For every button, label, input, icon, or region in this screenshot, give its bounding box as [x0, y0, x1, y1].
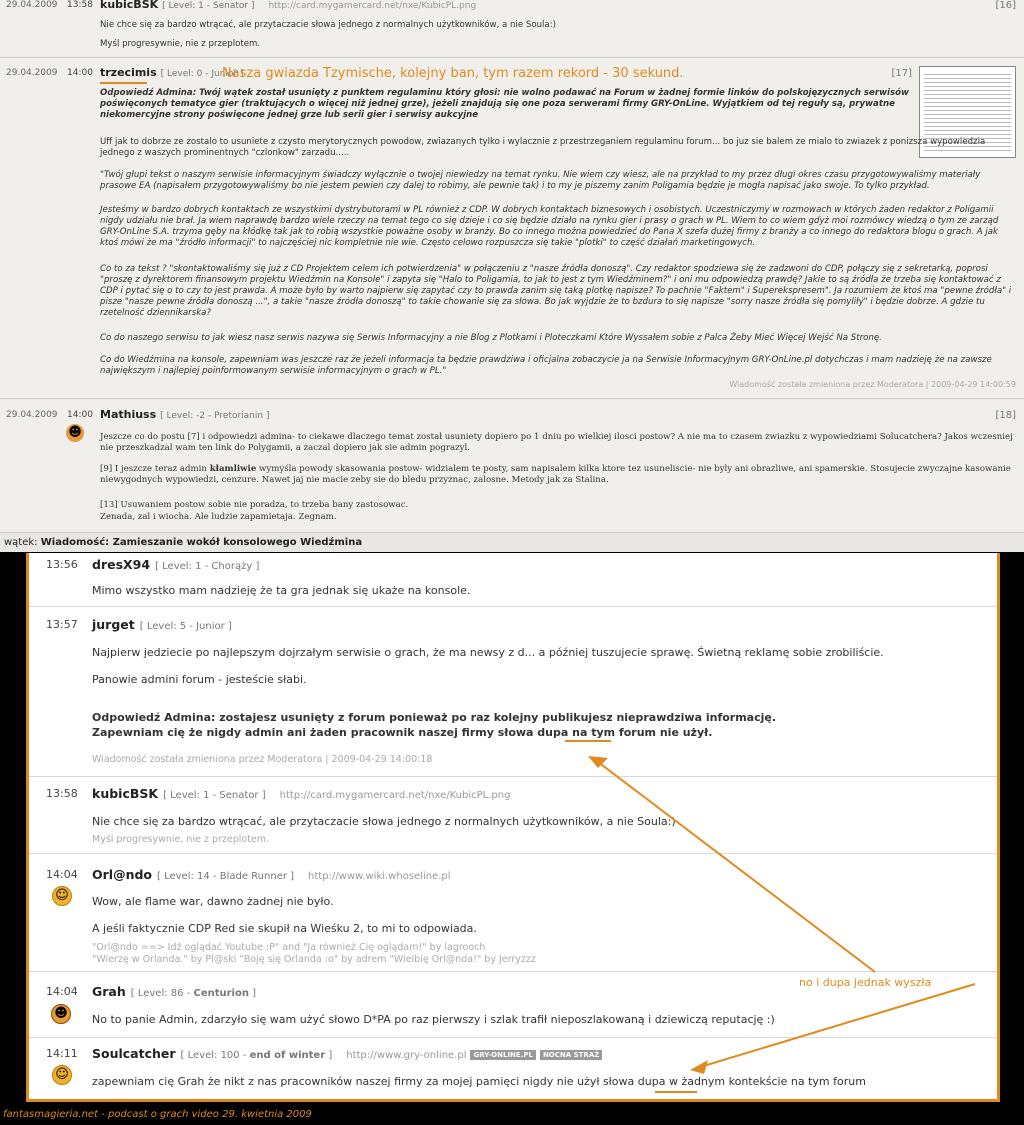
author-url[interactable]: http://www.wiki.whoseline.pl: [308, 871, 451, 882]
post-text: No to panie Admin, zdarzyło się wam użyć słowo D*PA po raz pierwszy i szlak trafił nieposzlakowaną i dziewiczą reputację :): [92, 1013, 775, 1026]
author-name[interactable]: Soulcatcher: [92, 1046, 176, 1061]
author-url[interactable]: http://www.gry-online.pl: [346, 1050, 467, 1061]
author-name[interactable]: trzecimis: [100, 66, 157, 79]
post-number[interactable]: [18]: [995, 410, 1016, 421]
post-paragraph: [9] I jeszcze teraz admin kłamliwie wymyśla powody skasowania postow- widzialem te posty, sam napisalem kilka ktore tez usuneliscie- nie byly ani obrazliwe, ani spamerskie. Stosujecie zwyczajne kasowanie niewygodnych wypowiedzi, cenzure. Nawet jaj nie macie zeby sie do bledu przyznac, zalosne. Metody jak za Stalina.: [100, 464, 1011, 485]
post-time: 13:58: [46, 787, 78, 800]
author-level: [ Level: 86 - Centurion ]: [130, 988, 257, 999]
author-name[interactable]: jurget: [92, 617, 135, 632]
footer-credit: fantasmagieria.net - podcast o grach video 29. kwietnia 2009: [3, 1109, 312, 1120]
post-text: zapewniam cię Grah że nikt z nas pracowników naszej firmy za mojej pamięci nigdy nie użył słowa dupa w żadnym kontekście na tym forum: [92, 1075, 866, 1088]
post-number[interactable]: [17]: [891, 68, 912, 79]
author-name[interactable]: Grah: [92, 984, 126, 999]
post-time: 14:11: [46, 1047, 78, 1060]
post-paragraph: "Twój głupi tekst o naszym serwisie informacyjnym świadczy wyłącznie o twojej niewiedzy na temat rynku. Nie wiem czy wiesz, ale na przykład to my przez długi okres czasu przygotowywaliśmy materiały prasowe EA (napisałem przygotowywaliśmy bo nie jestem pewien czy dalej to robimy, ale pewnie tak) i to my je piszemy zanim Poligamia będzie je mogła napisać jako swoje. To tylko przykład.: [100, 170, 981, 191]
post-date: 29.04.2009: [6, 410, 58, 420]
post-paragraph: [13] Usuwaniem postow sobie nie poradza, to trzeba bany zastosowac.: [100, 500, 409, 510]
author-level: [ Level: 1 - Senator ]: [162, 1, 255, 11]
post-signature: "Orl@ndo ==> Idź oglądać Youtube :P" and "Ja również Cię oglądam!" by lagrooch: [92, 942, 486, 953]
post-time: 14:00: [67, 410, 93, 420]
admin-reply: Odpowiedź Admina: Twój wątek został usunięty z punktem regulaminu który głosi: nie wolno podawać na Forum w żadnej formie linków do polskojęzycznych serwisów poświęconych tematyce gier (traktujących o więcej niż jednej grze), jeżeli znajdują się one poza serwerami firmy GRY-OnLine. Wyjątkiem od tej reguły są, prywatne niekomercyjne strony poświęcone jednej grze lub serii gier i serwisy aukcyjne: [100, 88, 909, 120]
post-number[interactable]: [16]: [995, 0, 1016, 11]
post-paragraph: Uff jak to dobrze ze zostalo to usuniete z czysto merytorycznych powodow, zwiazanych tylko i wylacznie z przestrzeganiem regulaminu forum... bo juz sie balem ze mialo to zwiazek z ponizsza wypowiedzia jednego z waszych prominentnych "czlonkow" zarzadu.....: [100, 137, 986, 158]
admin-reply: Odpowiedź Admina: zostajesz usunięty z forum ponieważ po raz kolejny publikujesz nieprawdziwa informację.: [92, 711, 777, 724]
thread-title[interactable]: Wiadomość: Zamieszanie wokół konsolowego Wiedźmina: [40, 537, 363, 548]
post-text: Nie chce się za bardzo wtrącać, ale przytaczacie słowa jednego z normalnych użytkowników, a nie Soula:): [92, 815, 676, 828]
post-text: Panowie admini forum - jesteście słabi.: [92, 673, 307, 686]
post-signature: Myśl progresywnie, nie z przeplotem.: [92, 834, 270, 845]
post-text: Wow, ale flame war, dawno żadnej nie było.: [92, 895, 334, 908]
post-signature: "Wierzę w Orlanda." by Pl@ski "Boję się Orlanda :o" by adrem "Wielbię Orl@nda!" by Jerryzzz: [92, 954, 536, 965]
post-paragraph: Jeszcze co do postu [7] i odpowiedzi admina- to ciekawe dlaczego temat został usuniety dopiero po 1 dniu po wielkiej ilosci postow? A nie ma to czasem zwiazku z wypowiedziami Solucatchera? Jakos wczesniej nie przeszkadzal wam ten link do Polygamii, a zaczal dopiero jak sie admin pograzyl.: [100, 432, 1013, 453]
author-name[interactable]: kubicBSK: [100, 0, 159, 11]
author-level: [ Level: 1 - Chorąży ]: [155, 561, 260, 572]
author-name[interactable]: Mathiuss: [100, 408, 157, 421]
author-url[interactable]: http://card.mygamercard.net/nxe/KubicPL.png: [279, 790, 511, 801]
rank-badge: GRY-ONLINE.PL: [470, 1050, 535, 1060]
avatar-icon: ☺: [52, 886, 72, 906]
post-time: 13:56: [46, 558, 78, 571]
author-level: [ Level: 14 - Blade Runner ]: [157, 871, 295, 882]
post-paragraph: Co do naszego serwisu to jak wiesz nasz serwis nazywa się Serwis Informacyjny a nie Blog z Plotkami i Ploteczkami Które Wyssałem sobie z Palca Żeby Mieć Więcej Wejść Na Stronę.: [100, 333, 882, 343]
post-paragraph: Co do Wiedźmina na konsole, zapewniam was jeszcze raz że jeżeli informacja ta będzie prawdziwa i oficjalna zobaczycie ja na Serwisie Informacyjnym GRY-OnLine.pl dotychczas i mam nadzieję że na zawsze największym i najlepiej poinformowanym serwisie informacyjnym o grach w PL.": [100, 355, 992, 376]
avatar-icon: ☻: [51, 1004, 71, 1024]
author-level: [ Level: 100 - end of winter ]: [180, 1050, 333, 1061]
thread-label: wątek:: [4, 537, 38, 548]
post-time: 14:04: [46, 985, 78, 998]
post-text: Nie chce się za bardzo wtrącać, ale przytaczacie słowa jednego z normalnych użytkowników, a nie Soula:): [100, 20, 556, 30]
post-paragraph: Jesteśmy w bardzo dobrych kontaktach ze wszystkimi dystrybutorami w PL również z CDP. W dobrych kontaktach biznesowych i osobistych. Uczestniczymy w rozmowach w których żaden redaktor z Poligamii nigdy udziału nie brał. Ja wiem naprawdę bardzo wiele rzeczy na temat tego co się dzieje i co się będzie działo na rynku gier i prasy o grach w PL. Wiem to co wiem gdyż moi rozmówcy wiedzą o tym ze zarząd GRY-OnLine S.A. trzyma gęby na kłódkę tak jak to robią wszystkie poważne osoby w branży. Bo co innego można powiedzieć do Pana X szefa dużej firmy z branży a co innego do redaktora blogu o grach. A jak ktoś mówi że ma "źródło informacji" to najczęściej nic kompletnie nie wie. Często celowo rozpuszcza się takie "plotki" to część działań marketingowych.: [100, 205, 999, 248]
post-text: Mimo wszystko mam nadzieję że ta gra jednak się ukaże na konsole.: [92, 584, 471, 597]
author-level: [ Level: 5 - Junior ]: [139, 621, 232, 632]
author-level: [ Level: 0 - Junior ]: [160, 69, 244, 79]
post-text: Najpierw jedziecie po najlepszym dojrzałym serwisie o grach, że ma newsy z d... a później tuszujecie sprawę. Świetną reklamę sobie zrobiliście.: [92, 646, 884, 659]
post-time: 14:00: [67, 68, 93, 78]
post-time: 13:58: [67, 0, 93, 10]
edited-note: Wiadomość została zmieniona przez Moderatora | 2009-04-29 14:00:59: [729, 380, 1016, 389]
author-url[interactable]: http://card.mygamercard.net/nxe/KubicPL.png: [268, 1, 477, 11]
author-name[interactable]: dresX94: [92, 557, 151, 572]
admin-reply: Zapewniam cię że nigdy admin ani żaden pracownik naszej firmy słowa dupa na tym forum nie użył.: [92, 726, 713, 739]
avatar-icon: ☻: [66, 424, 84, 442]
author-level: [ Level: 1 - Senator ]: [163, 790, 266, 801]
post-paragraph: Zenada, zal i wiocha. Ale ludzie zapamietaja. Zegnam.: [100, 512, 337, 522]
post-date: 29.04.2009: [6, 0, 58, 10]
rank-badge: NOCNA STRAŻ: [540, 1050, 602, 1060]
post-date: 29.04.2009: [6, 68, 58, 78]
post-paragraph: Co to za tekst ? "skontaktowaliśmy się już z CD Projektem celem ich potwierdzenia" w połączeniu z "nasze źródła donoszą". Czy redaktor spodziewa się że zadzwoni do CDP, połączy się z sekretarką, poprosi "proszę z dyrektorem finansowym projektu Wiedźmin na Konsole" i zapyta się "Halo to Poligamia, to jak to jest z tym Wiedźminem?" i oni mu odpowiedzą prawdę? Jakie to są źródła że trzeba się kontaktować z CDP i pytać się o to czy to jest prawda. A może było by warto najpierw się zapytać czy to prawda zanim się taką plotkę napisze? To pachnie "Faktem" i Superekspresem". Ja rozumiem że ktoś ma "pewne źródła" i pisze "nasze pewne źródła donoszą ...", a takie "nasze źródła donoszą" to takie chowanie się za słowa. Bo jak wyjdzie że to bzdura to się napisze "sorry nasze źródła się pomyliły" i będzie dobrze. A gdzie tu rzetelność dziennikarska?: [100, 264, 1012, 318]
post-text: A jeśli faktycznie CDP Red sie skupił na Wieśku 2, to mi to odpowiada.: [92, 922, 477, 935]
author-level: [ Level: -2 - Pretorianin ]: [160, 411, 270, 421]
edited-note: Wiadomość została zmieniona przez Moderatora | 2009-04-29 14:00:18: [92, 754, 433, 765]
post-signature: Myśl progresywnie, nie z przeplotem.: [100, 39, 261, 49]
post-time: 13:57: [46, 618, 78, 631]
avatar-icon: ☺: [52, 1065, 72, 1085]
author-name[interactable]: Orl@ndo: [92, 867, 153, 882]
post-time: 14:04: [46, 868, 78, 881]
author-name[interactable]: kubicBSK: [92, 786, 159, 801]
annotation-text: no i dupa jednak wyszła: [799, 976, 932, 989]
annotation-text: Nasza gwiazda Tzymische, kolejny ban, tym razem rekord - 30 sekund.: [222, 66, 684, 81]
